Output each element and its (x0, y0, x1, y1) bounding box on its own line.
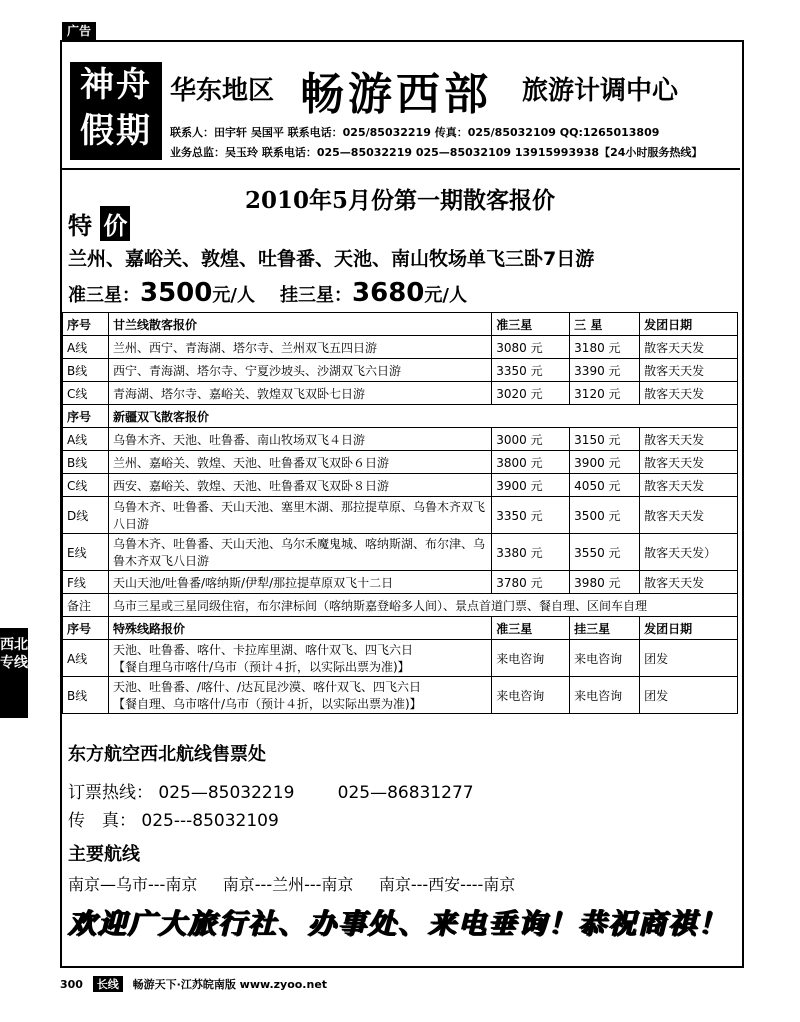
table-cell: F线 (63, 571, 109, 594)
table-cell: 散客天天发 (640, 428, 738, 451)
table-cell: 3390 元 (570, 359, 640, 382)
fax-number: 025---85032109 (141, 811, 279, 831)
table-cell: 团发 (640, 640, 738, 677)
fax-row (68, 806, 279, 831)
table-cell: 3020 元 (492, 382, 570, 405)
price-table (62, 312, 738, 714)
route-note: 【餐自理、乌市喀什/乌市（预计４折，以实际出票为准)】 (112, 697, 422, 711)
main-routes-title: 主要航线 (68, 844, 140, 865)
table-cell: 乌鲁木齐、吐鲁番、天山天池、塞里木湖、那拉提草原、乌鲁木齐双飞八日游 (108, 497, 491, 534)
table-cell: 3550 元 (570, 534, 640, 571)
route-desc: 天池、吐鲁番、/喀什、/达瓦昆沙漠、喀什双飞、四飞六日 (112, 680, 422, 694)
table-cell: 3900 元 (570, 451, 640, 474)
table-cell: 散客天天发 (640, 474, 738, 497)
table-row (63, 428, 738, 451)
price2-unit: 元/人 (424, 285, 467, 306)
note-text: 乌市三星或三星同级住宿，布尔津标间（喀纳斯嘉登峪多人间）、景点首道门票、餐自理、区间车自理 (108, 594, 737, 617)
table-row (63, 571, 738, 594)
header-cell: 甘兰线散客报价 (108, 313, 491, 336)
price2-value: 3680 (352, 278, 425, 308)
table-cell: A线 (63, 640, 109, 677)
region-label: 华东地区 (170, 76, 275, 106)
header (60, 40, 740, 170)
header-cell: 序号 (63, 617, 109, 640)
header-cell: 发团日期 (640, 313, 738, 336)
table-cell: 3180 元 (570, 336, 640, 359)
logo (70, 62, 162, 160)
featured-route: 兰州、嘉峪关、敦煌、吐鲁番、天池、南山牧场单飞三卧7日游 (68, 248, 595, 270)
price1-value: 3500 (140, 278, 213, 308)
table-cell: 兰州、西宁、青海湖、塔尔寺、兰州双飞五四日游 (108, 336, 491, 359)
table-row (63, 359, 738, 382)
page-number: 300 (60, 978, 83, 991)
table-cell: 乌鲁木齐、吐鲁番、天山天池、乌尔禾魔鬼城、喀纳斯湖、布尔津、乌鲁木齐双飞八日游 (108, 534, 491, 571)
route-note: 【餐自理乌市喀什/乌市（预计４折，以实际出票为准)】 (112, 660, 410, 674)
table-cell: 散客天天发 (640, 451, 738, 474)
table-cell: C线 (63, 474, 109, 497)
header-cell: 准三星 (492, 617, 570, 640)
table-cell: 4050 元 (570, 474, 640, 497)
table-row (63, 640, 738, 677)
special-label-2: 价 (100, 206, 130, 241)
table-row (63, 534, 738, 571)
table-cell: 来电咨询 (492, 677, 570, 714)
price2-label: 挂三星： (280, 285, 353, 306)
table-cell: C线 (63, 382, 109, 405)
table-cell: 散客天天发 (640, 382, 738, 405)
table-cell: 西宁、青海湖、塔尔寺、宁夏沙坡头、沙湖双飞六日游 (108, 359, 491, 382)
table-cell: D线 (63, 497, 109, 534)
hotline-row (68, 778, 474, 803)
table-cell: 来电咨询 (492, 640, 570, 677)
note-row (63, 594, 738, 617)
welcome-banner: 欢迎广大旅行社、办事处、来电垂询！恭祝商祺！ (68, 907, 729, 940)
hotline-1: 025—85032219 (158, 783, 295, 803)
note-label: 备注 (63, 594, 109, 617)
table-cell: 3380 元 (492, 534, 570, 571)
contact-line-1: 联系人：田宇轩 吴国平 联系电话：025/85032219 传真：025/85032109 QQ:1265013809 (170, 126, 660, 139)
table-cell: 来电咨询 (570, 640, 640, 677)
table-cell: B线 (63, 359, 109, 382)
table-cell: 3780 元 (492, 571, 570, 594)
table-cell: 3120 元 (570, 382, 640, 405)
route-desc: 天池、吐鲁番、喀什、卡拉库里湖、喀什双飞、四飞六日 (112, 643, 413, 657)
header-cell: 挂三星 (570, 617, 640, 640)
route-3: 南京---西安----南京 (378, 875, 516, 894)
table-cell: 3350 元 (492, 359, 570, 382)
header-cell: 新疆双飞散客报价 (108, 405, 737, 428)
brand-name: 畅游西部 (300, 69, 492, 120)
table-cell: 西安、嘉峪关、敦煌、天池、吐鲁番双飞双卧８日游 (108, 474, 491, 497)
table-row (63, 497, 738, 534)
table-cell: 团发 (640, 677, 738, 714)
page-title: 2010年5月份第一期散客报价 (244, 187, 556, 214)
special-route-cell (108, 677, 491, 714)
table-row (63, 336, 738, 359)
table-cell: 3500 元 (570, 497, 640, 534)
contact-line-2: 业务总监：吴玉玲 联系电话：025—85032219 025—85032109 13915993938【24小时服务热线】 (170, 146, 703, 159)
center-label: 旅游计调中心 (522, 76, 679, 106)
header-cell: 特殊线路报价 (108, 617, 491, 640)
special-price-label (68, 206, 130, 241)
table-cell: 3080 元 (492, 336, 570, 359)
gansu-header (63, 313, 738, 336)
table-cell: 散客天天发） (640, 534, 738, 571)
special-label-1: 特 (68, 212, 92, 240)
table-cell: 3980 元 (570, 571, 640, 594)
table-cell: 散客天天发 (640, 497, 738, 534)
table-cell: 青海湖、塔尔寺、嘉峪关、敦煌双飞双卧七日游 (108, 382, 491, 405)
table-cell: 乌鲁木齐、天池、吐鲁番、南山牧场双飞４日游 (108, 428, 491, 451)
header-cell: 准三星 (492, 313, 570, 336)
table-cell: 散客天天发 (640, 571, 738, 594)
header-cell: 三 星 (570, 313, 640, 336)
table-cell: B线 (63, 451, 109, 474)
footer (60, 976, 327, 992)
special-route-cell (108, 640, 491, 677)
airline-title: 东方航空西北航线售票处 (68, 744, 266, 765)
special-header (63, 617, 738, 640)
header-cell: 序号 (63, 313, 109, 336)
table-cell: 3000 元 (492, 428, 570, 451)
table-cell: 兰州、嘉峪关、敦煌、天池、吐鲁番双飞双卧６日游 (108, 451, 491, 474)
route-1: 南京—乌市---南京 (68, 875, 198, 894)
ad-tag: 广告 (62, 22, 96, 40)
table-cell: 来电咨询 (570, 677, 640, 714)
table-cell: 散客天天发 (640, 336, 738, 359)
table-row (63, 474, 738, 497)
table-row (63, 382, 738, 405)
header-cell: 发团日期 (640, 617, 738, 640)
header-cell: 序号 (63, 405, 109, 428)
table-cell: 3900 元 (492, 474, 570, 497)
hotline-label: 订票热线： (68, 783, 153, 803)
fax-label: 传 真： (68, 811, 136, 831)
logo-line-2: 假期 (80, 111, 152, 151)
table-cell: B线 (63, 677, 109, 714)
table-cell: A线 (63, 336, 109, 359)
table-cell: 3800 元 (492, 451, 570, 474)
table-cell: 天山天池/吐鲁番/喀纳斯/伊犁/那拉提草原双飞十二日 (108, 571, 491, 594)
price1-label: 准三星： (68, 285, 140, 306)
price1-unit: 元/人 (212, 285, 255, 306)
table-cell: A线 (63, 428, 109, 451)
table-cell: E线 (63, 534, 109, 571)
table-row (63, 677, 738, 714)
sidebar-label: 西北专线 (0, 628, 28, 718)
footer-text: 畅游天下·江苏皖南版 www.zyoo.net (132, 978, 328, 991)
table-cell: 3150 元 (570, 428, 640, 451)
hotline-2: 025—86831277 (337, 783, 474, 803)
footer-badge: 长线 (93, 976, 123, 992)
table-row (63, 451, 738, 474)
route-2: 南京---兰州---南京 (222, 875, 354, 894)
logo-line-1: 神舟 (80, 65, 152, 105)
table-cell: 散客天天发 (640, 359, 738, 382)
main-routes (68, 872, 515, 895)
xinjiang-header (63, 405, 738, 428)
table-cell: 3350 元 (492, 497, 570, 534)
featured-prices (68, 278, 467, 308)
